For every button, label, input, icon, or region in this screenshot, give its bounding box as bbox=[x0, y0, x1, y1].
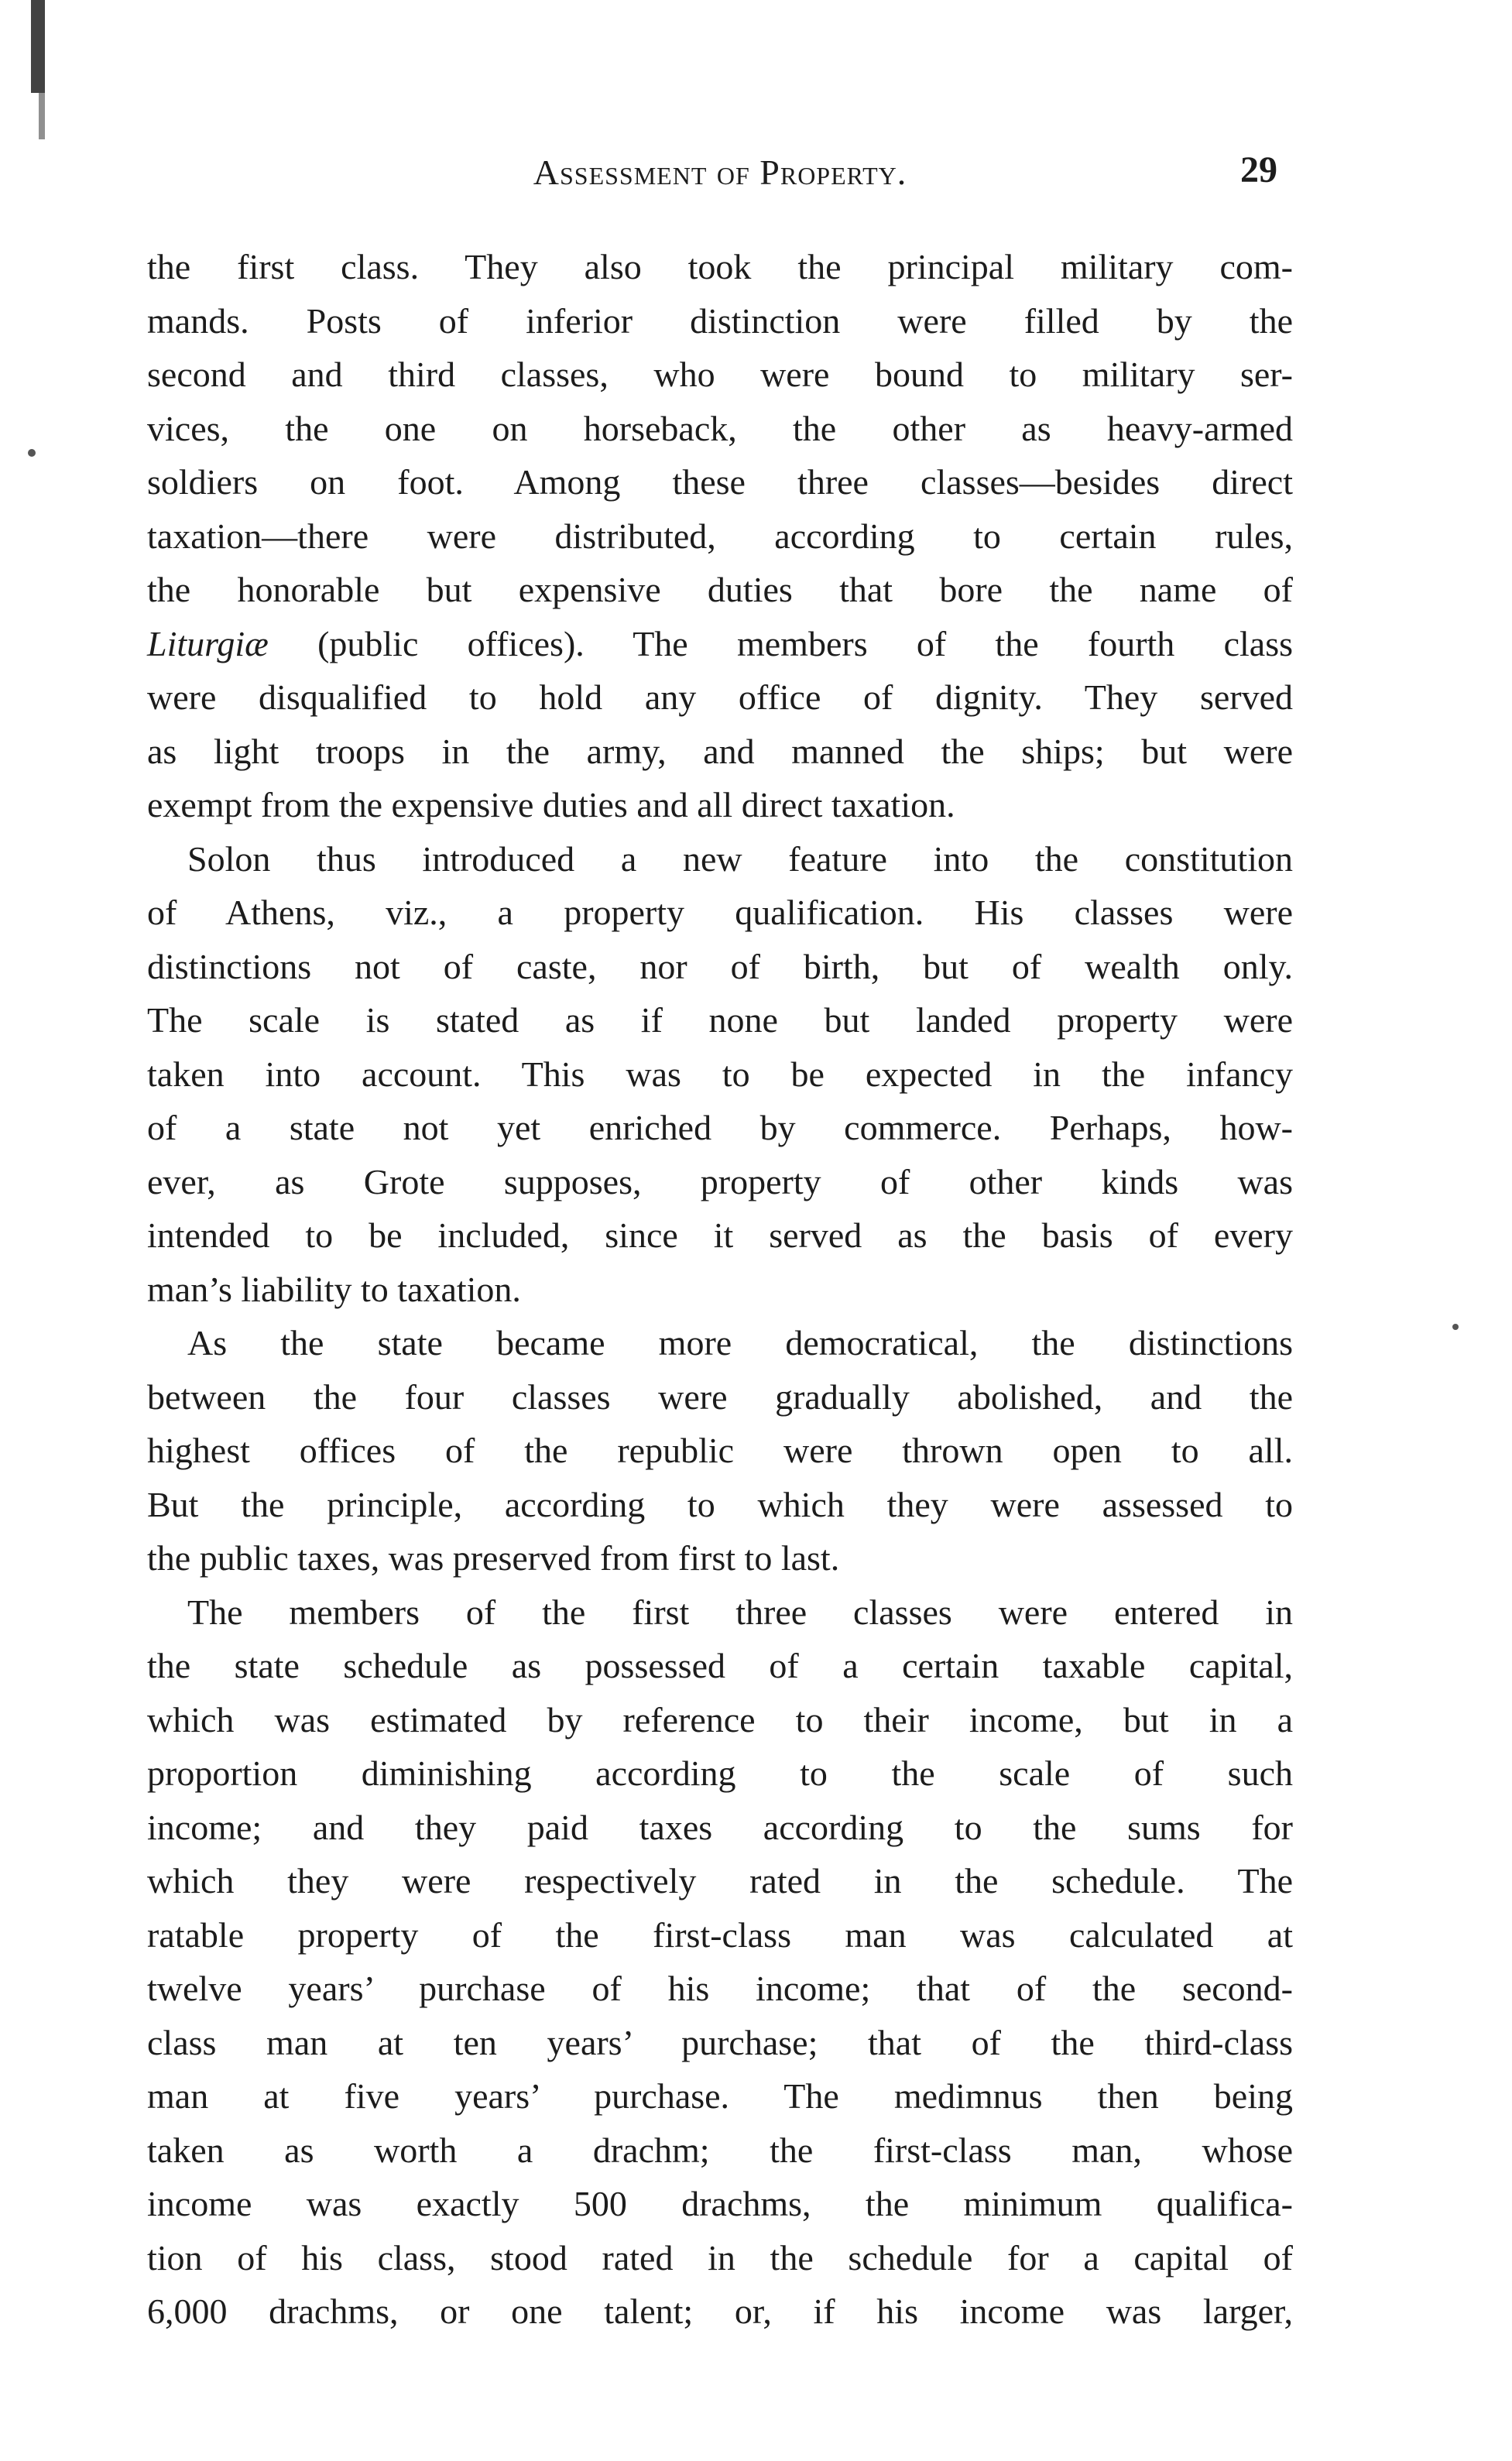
text-line: distinctions not of caste, nor of birth, but of wealth only. bbox=[147, 946, 1293, 986]
scan-artifact-mark bbox=[39, 93, 45, 139]
text-line: ratable property of the first-class man was calculated at bbox=[147, 1914, 1293, 1955]
text-line: class man at ten years’ purchase; that of the third-class bbox=[147, 2022, 1293, 2062]
text-line: tion of his class, stood rated in the schedule for a capital of bbox=[147, 2237, 1293, 2278]
scan-artifact-mark bbox=[31, 0, 45, 93]
text-line: mands. Posts of inferior distinction were filled by the bbox=[147, 300, 1293, 341]
text-line: exempt from the expensive duties and all direct taxation. bbox=[147, 785, 955, 824]
text-line: of Athens, viz., a property qualification. His classes were bbox=[147, 893, 1293, 932]
scan-speck bbox=[28, 449, 36, 457]
text-line: Liturgiæ (public offices). The members of the fourth class bbox=[147, 623, 1293, 663]
body-text bbox=[147, 240, 1293, 2339]
text-line: were disqualified to hold any office of dignity. They served bbox=[147, 677, 1293, 717]
text-line: vices, the one on horseback, the other as heavy-armed bbox=[147, 408, 1293, 448]
text-line: The members of the first three classes were entered in bbox=[187, 1592, 1293, 1632]
text-line: taken into account. This was to be expected in the infancy bbox=[147, 1054, 1293, 1094]
text-line: income; and they paid taxes according to the sums for bbox=[147, 1807, 1293, 1847]
text-line: the honorable but expensive duties that bore the name of bbox=[147, 570, 1293, 609]
text-line: As the state became more democratical, the distinctions bbox=[187, 1323, 1293, 1362]
text-line: of a state not yet enriched by commerce. Perhaps, how- bbox=[147, 1108, 1293, 1147]
text-line: between the four classes were gradually abolished, and the bbox=[147, 1376, 1293, 1417]
text-line: ever, as Grote supposes, property of other kinds was bbox=[147, 1161, 1293, 1201]
italic-term: Liturgiæ bbox=[147, 623, 269, 663]
text-line: proportion diminishing according to the scale of such bbox=[147, 1753, 1293, 1793]
text-line: second and third classes, who were bound to military ser- bbox=[147, 355, 1293, 394]
text-line: soldiers on foot. Among these three classes—besides direct bbox=[147, 462, 1293, 502]
page-header bbox=[147, 149, 1293, 198]
running-head: Assessment of Property. bbox=[533, 153, 907, 192]
text-line: income was exactly 500 drachms, the minimum qualifica- bbox=[147, 2184, 1293, 2223]
text-line: highest offices of the republic were thrown open to all. bbox=[147, 1431, 1293, 1470]
text-line: as light troops in the army, and manned the ships; but were bbox=[147, 731, 1293, 771]
text-line: which they were respectively rated in the schedule. The bbox=[147, 1861, 1293, 1901]
text-line: taxation—there were distributed, according to certain rules, bbox=[147, 516, 1293, 556]
text-line: the first class. They also took the principal military com- bbox=[147, 247, 1293, 286]
text-line: which was estimated by reference to their income, but in a bbox=[147, 1699, 1293, 1739]
text-line: The scale is stated as if none but landed property were bbox=[147, 1000, 1293, 1040]
text-line: man at five years’ purchase. The medimnus then being bbox=[147, 2076, 1293, 2116]
text-line: the state schedule as possessed of a certain taxable capital, bbox=[147, 1646, 1293, 1685]
text-line: the public taxes, was preserved from first to last. bbox=[147, 1538, 840, 1578]
text-line: taken as worth a drachm; the first-class man, whose bbox=[147, 2130, 1293, 2170]
text-line: intended to be included, since it served as the basis of every bbox=[147, 1215, 1293, 1255]
page-number: 29 bbox=[1240, 149, 1277, 190]
text-line: man’s liability to taxation. bbox=[147, 1269, 521, 1309]
text-line: 6,000 drachms, or one talent; or, if his income was larger, bbox=[147, 2291, 1293, 2331]
text-line: twelve years’ purchase of his income; that of the second- bbox=[147, 1969, 1293, 2008]
scan-speck bbox=[1452, 1324, 1459, 1330]
text-line: Solon thus introduced a new feature into the constitution bbox=[187, 838, 1293, 879]
text-line: But the principle, according to which they were assessed to bbox=[147, 1484, 1293, 1524]
